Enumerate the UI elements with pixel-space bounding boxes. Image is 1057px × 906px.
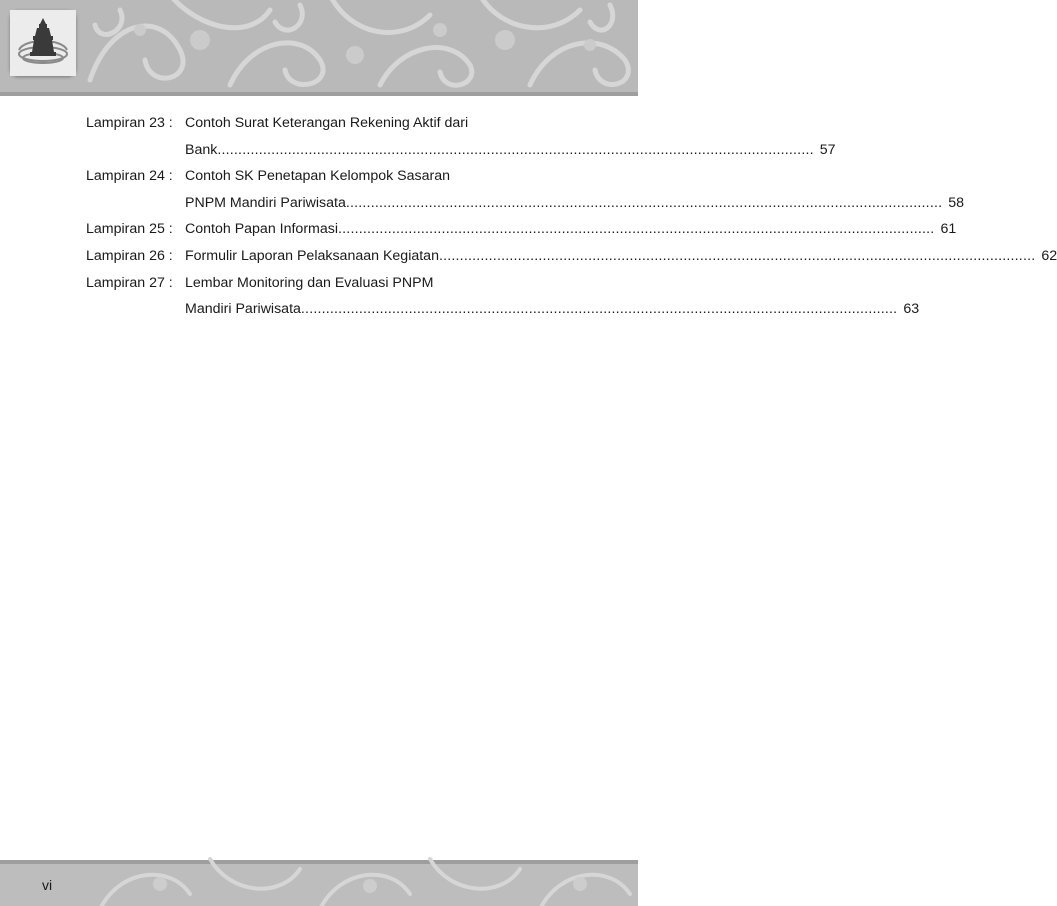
appendix-label: Lampiran 26 :	[86, 247, 173, 264]
page-reference: 57	[819, 141, 836, 158]
list-item-continuation[interactable]	[86, 140, 836, 167]
list-item[interactable]	[86, 113, 518, 140]
appendix-title: Contoh Surat Keterangan Rekening Aktif dari	[185, 115, 469, 131]
appendix-title: Contoh Papan Informasi	[185, 221, 339, 238]
list-item[interactable]	[86, 273, 518, 300]
logo	[10, 10, 76, 76]
list-item[interactable]	[86, 219, 957, 246]
header-rule	[0, 92, 638, 96]
page-reference: 61	[940, 221, 957, 238]
page-reference: 58	[948, 194, 965, 211]
dot-leader: ................................................................................................................................................	[345, 194, 943, 211]
appendix-label: Lampiran 24 :	[86, 168, 173, 185]
appendix-label: Lampiran 23 :	[86, 115, 173, 131]
list-item[interactable]	[86, 246, 1057, 273]
appendix-title-continued: Bank	[185, 141, 218, 158]
temple-globe-logo-icon	[10, 10, 76, 76]
list-item-continuation[interactable]	[86, 299, 920, 326]
dot-leader: ................................................................................................................................................	[300, 301, 898, 318]
footer-ornament-band	[0, 864, 638, 906]
list-item[interactable]	[86, 166, 518, 193]
page-number: vi	[42, 877, 53, 893]
dot-leader: ................................................................................................................................................	[338, 221, 935, 238]
appendix-title-continued: PNPM Mandiri Pariwisata	[185, 194, 346, 211]
appendix-label: Lampiran 27 :	[86, 274, 173, 291]
dot-leader: ................................................................................................................................................	[217, 141, 814, 158]
appendix-title: Lembar Monitoring dan Evaluasi PNPM	[185, 274, 434, 291]
list-item-continuation[interactable]	[86, 193, 965, 220]
dot-leader: ................................................................................................................................................	[438, 247, 1036, 264]
header-ornament-band	[0, 0, 638, 92]
appendix-title: Formulir Laporan Pelaksanaan Kegiatan	[185, 247, 439, 264]
appendix-title-continued: Mandiri Pariwisata	[185, 301, 301, 318]
page-reference: 62	[1041, 247, 1057, 264]
appendix-list	[86, 113, 1057, 326]
appendix-title: Contoh SK Penetapan Kelompok Sasaran	[185, 168, 451, 185]
page-reference: 63	[903, 301, 920, 318]
appendix-label: Lampiran 25 :	[86, 221, 173, 238]
